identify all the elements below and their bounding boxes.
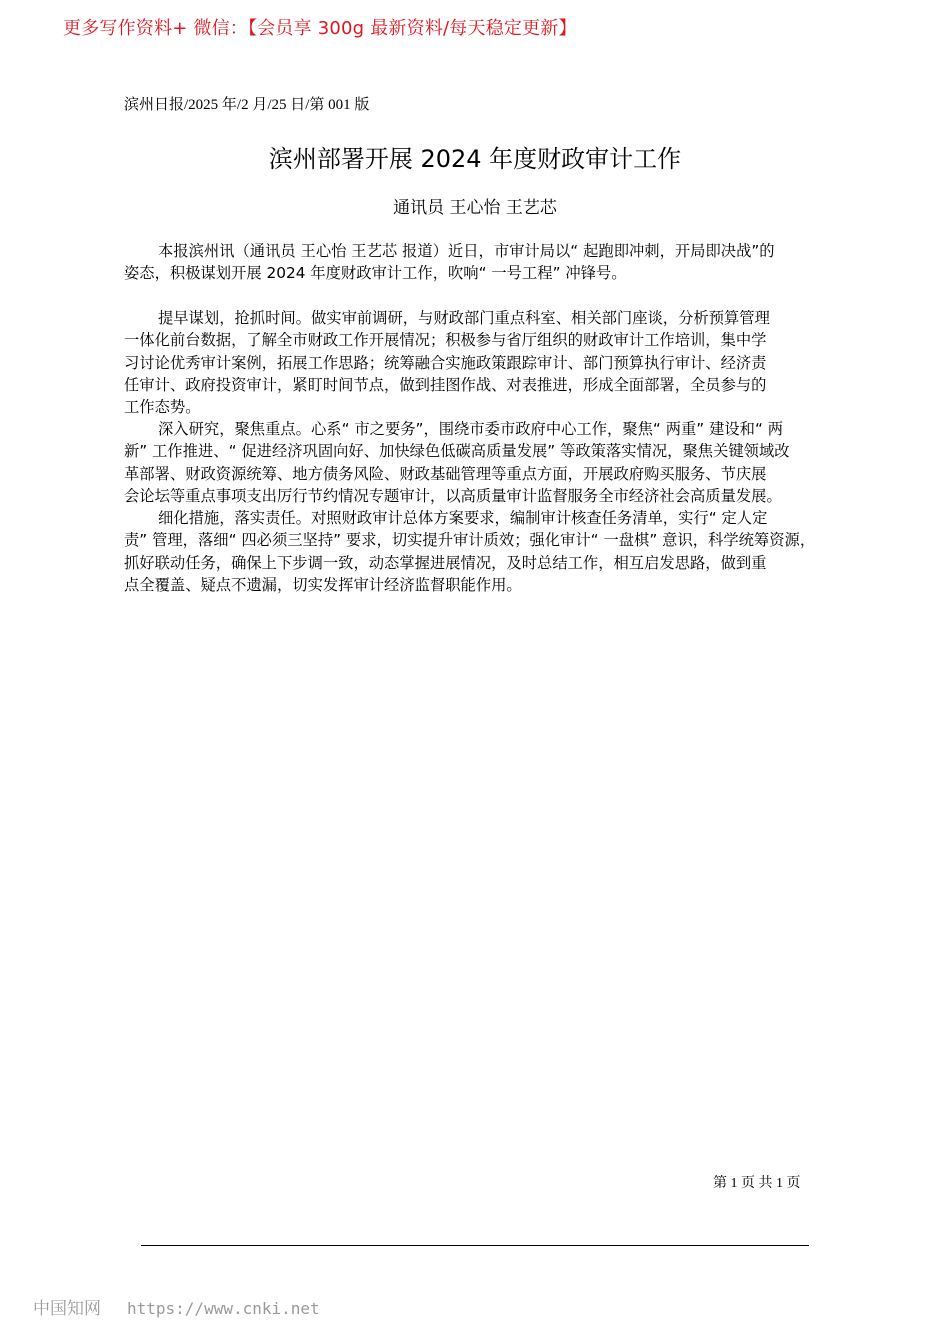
text-line: 提早谋划，抢抓时间。做实审前调研，与财政部门重点科室、相关部门座谈，分析预算管理 — [158, 309, 770, 327]
paragraph-3 — [124, 418, 854, 507]
text-line: 责” 管理，落细“ 四必须三坚持” 要求，切实提升审计质效；强化审计“ 一盘棋” 意识，科学统筹资源， — [124, 531, 816, 550]
paragraph-4 — [124, 507, 854, 596]
page-number: 第 1 页 共 1 页 — [713, 1176, 801, 1191]
promo-banner: 更多写作资料+ 微信：【会员享 300g 最新资料/每天稳定更新】 — [63, 18, 577, 39]
text-line: 点全覆盖、疑点不遗漏，切实发挥审计经济监督职能作用。 — [124, 575, 522, 594]
text-line: 一体化前台数据，了解全市财政工作开展情况；积极参与省厅组织的财政审计工作培训，集中学 — [124, 331, 767, 350]
source-line: 滨州日报/2025 年/2 月/25 日/第 001 版 — [124, 97, 370, 113]
text-line: 革部署、财政资源统筹、地方债务风险、财政基础管理等重点方面，开展政府购买服务、节庆展 — [124, 464, 767, 483]
text-line: 任审计、政府投资审计，紧盯时间节点，做到挂图作战、对表推进，形成全面部署，全员参与的 — [124, 375, 767, 394]
text-line: 本报滨州讯（通讯员 王心怡 王艺芯 报道）近日，市审计局以“ 起跑即冲刺，开局即决战”的 — [158, 242, 775, 260]
text-line: 习讨论优秀审计案例，拓展工作思路；统筹融合实施政策跟踪审计、部门预算执行审计、经济责 — [124, 353, 767, 372]
watermark-name: 中国知网 — [33, 1299, 101, 1319]
text-line: 深入研究，聚焦重点。心系“ 市之要务”，围绕市委市政府中心工作，聚焦“ 两重” 建设和“ 两 — [158, 420, 784, 438]
text-line: 工作态势。 — [124, 398, 201, 417]
text-line: 抓好联动任务，确保上下步调一致，动态掌握进展情况，及时总结工作，相互启发思路，做到重 — [124, 553, 767, 572]
watermark-url: https://www.cnki.net — [127, 1299, 320, 1318]
byline: 通讯员 王心怡 王艺芯 — [393, 198, 557, 218]
paragraph-2 — [124, 307, 854, 418]
cnki-watermark — [33, 1294, 320, 1319]
text-line: 姿态，积极谋划开展 2024 年度财政审计工作，吹响“ 一号工程” 冲锋号。 — [124, 264, 627, 283]
text-line: 细化措施，落实责任。对照财政审计总体方案要求，编制审计核查任务清单，实行“ 定人定 — [158, 509, 768, 527]
footer-divider — [141, 1245, 809, 1246]
paragraph-1 — [124, 240, 854, 285]
article-title: 滨州部署开展 2024 年度财政审计工作 — [268, 145, 682, 173]
text-line: 会论坛等重点事项支出厉行节约情况专题审计，以高质量审计监督服务全市经济社会高质量发展。 — [124, 486, 782, 505]
text-line: 新” 工作推进、“ 促进经济巩固向好、加快绿色低碳高质量发展” 等政策落实情况，聚焦关键领域改 — [124, 442, 790, 461]
